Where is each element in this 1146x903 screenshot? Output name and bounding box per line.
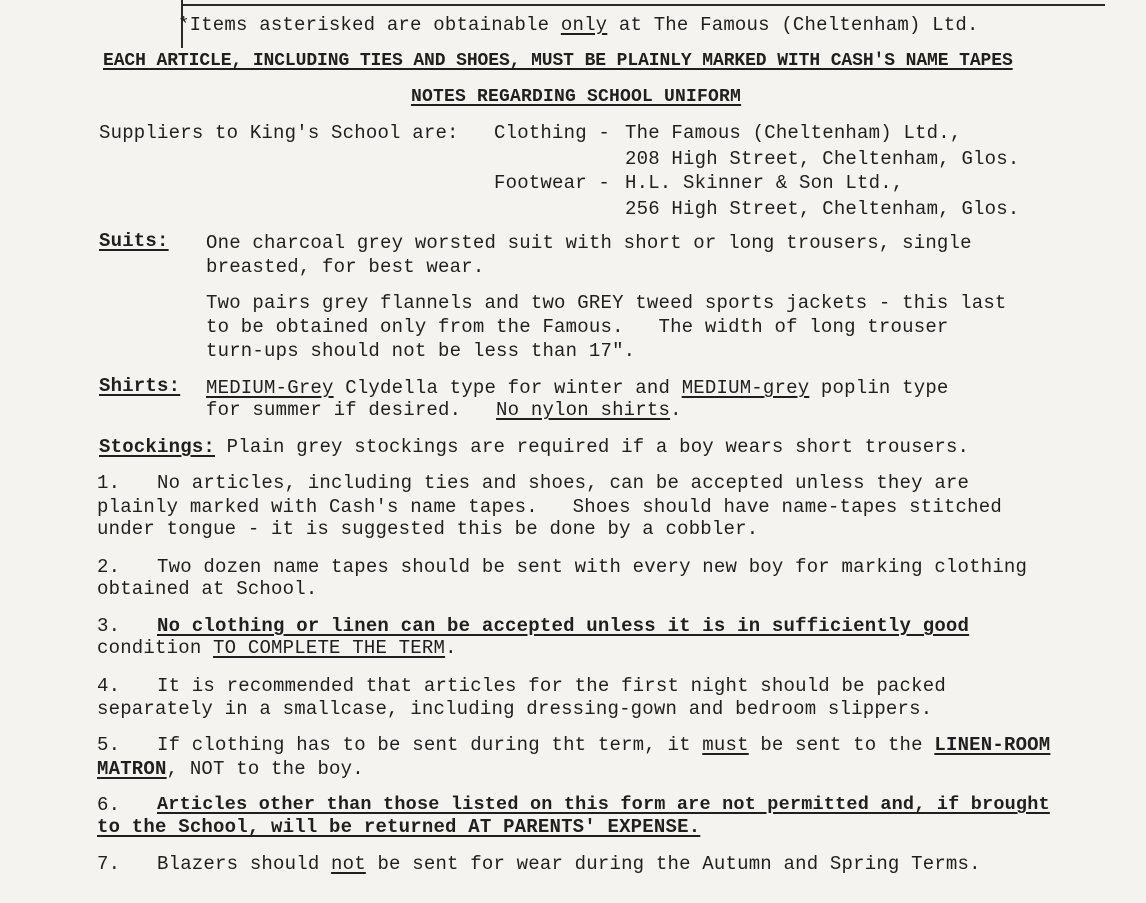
note-2-line2: obtained at School. [97, 578, 318, 600]
note-2-number: 2. [97, 556, 121, 578]
shirts-line2-end: . [670, 399, 682, 421]
note-4-number: 4. [97, 675, 121, 697]
note-1-line1: No articles, including ties and shoes, can be accepted unless they are [157, 472, 970, 494]
note-3-emphasis: TO COMPLETE THE TERM [213, 637, 446, 659]
note-7-number: 7. [97, 853, 121, 875]
note-6-number: 6. [97, 794, 121, 816]
note-7-start: Blazers should [157, 853, 332, 875]
clothing-label: Clothing - [494, 122, 611, 144]
suits-p2-line2: to be obtained only from the Famous. The width of long trouser [206, 316, 949, 338]
note-3-end: . [445, 637, 457, 659]
note-7-end: be sent for wear during the Autumn and Spring Terms. [365, 853, 981, 875]
top-rule [181, 4, 1105, 6]
each-article-heading: EACH ARTICLE, INCLUDING TIES AND SHOES, MUST BE PLAINLY MARKED WITH CASH'S NAME TAPES [103, 51, 1013, 71]
footwear-supplier-line1: H.L. Skinner & Son Ltd., [625, 172, 904, 194]
note-5-line1-start: If clothing has to be sent during tht term, it [157, 734, 703, 756]
note-1-number: 1. [97, 472, 121, 494]
note-1-line2: plainly marked with Cash's name tapes. Shoes should have name-tapes stitched [97, 496, 1002, 518]
note-5-line1 [157, 734, 1050, 756]
note-3-line1: No clothing or linen can be accepted unless it is in sufficiently good [157, 615, 970, 637]
shirts-medium-grey-2: MEDIUM-grey [681, 377, 810, 399]
suits-p2-line3: turn-ups should not be less than 17". [206, 340, 636, 362]
note-7-not: not [331, 853, 366, 875]
note-4-line2: separately in a smallcase, including dressing-gown and bedroom slippers. [97, 698, 933, 720]
notes-heading: NOTES REGARDING SCHOOL UNIFORM [411, 87, 742, 107]
note-7-line1 [157, 853, 981, 875]
footwear-label: Footwear - [494, 172, 611, 194]
note-2-line1: Two dozen name tapes should be sent with every new boy for marking clothing [157, 556, 1028, 578]
suits-p1-line1: One charcoal grey worsted suit with short or long trousers, single [206, 232, 972, 254]
shirts-label: Shirts: [99, 375, 181, 397]
stockings-line [99, 436, 969, 458]
shirts-line1 [206, 377, 949, 399]
note-5-number: 5. [97, 734, 121, 756]
note-5-matron: MATRON [97, 758, 167, 780]
suppliers-intro: Suppliers to King's School are: [99, 122, 459, 144]
note-5-line2 [97, 758, 364, 780]
clothing-supplier-line2: 208 High Street, Cheltenham, Glos. [625, 148, 1020, 170]
note-5-line1-mid: be sent to the [748, 734, 935, 756]
clothing-supplier-line1: The Famous (Cheltenham) Ltd., [625, 122, 962, 144]
shirts-line2-start: for summer if desired. [206, 399, 497, 421]
asterisk-note-start: *Items asterisked are obtainable [178, 14, 561, 36]
suits-label: Suits: [99, 230, 169, 252]
asterisk-note [178, 14, 979, 36]
note-3-condition: condition [97, 637, 214, 659]
note-3-number: 3. [97, 615, 121, 637]
shirts-line1-mid: Clydella type for winter and [333, 377, 682, 399]
suits-p2-line1: Two pairs grey flannels and two GREY tweed sports jackets - this last [206, 292, 1007, 314]
shirts-line1-end: poplin type [809, 377, 949, 399]
note-5-line2-rest: , NOT to the boy. [166, 758, 364, 780]
asterisk-note-end: at The Famous (Cheltenham) Ltd. [607, 14, 979, 36]
note-5-linen-room: LINEN-ROOM [934, 734, 1051, 756]
note-6-line2: to the School, will be returned AT PARENTS' EXPENSE. [97, 816, 701, 838]
note-3-line2 [97, 637, 457, 659]
footwear-supplier-line2: 256 High Street, Cheltenham, Glos. [625, 198, 1020, 220]
shirts-medium-grey: MEDIUM-Grey [206, 377, 334, 399]
asterisk-note-only: only [560, 14, 608, 36]
note-6-line1: Articles other than those listed on this form are not permitted and, if brought [157, 794, 1050, 815]
shirts-line2 [206, 399, 682, 421]
suits-p1-line2: breasted, for best wear. [206, 256, 485, 278]
stockings-text: Plain grey stockings are required if a boy wears short trousers. [215, 436, 970, 458]
stockings-label: Stockings: [99, 436, 216, 458]
note-4-line1: It is recommended that articles for the first night should be packed [157, 675, 946, 697]
shirts-no-nylon: No nylon shirts [496, 399, 671, 421]
note-1-line3: under tongue - it is suggested this be done by a cobbler. [97, 518, 759, 540]
note-5-must: must [702, 734, 749, 756]
